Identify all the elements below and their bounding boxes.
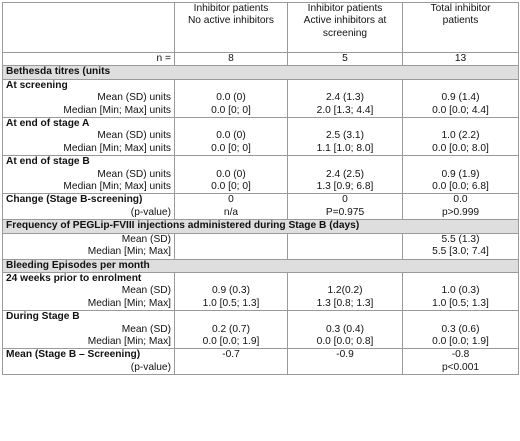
section-frequency: Frequency of PEGLip-FVIII injections administered during Stage B (days) [3, 220, 519, 233]
section-bleeding: Bleeding Episodes per month [3, 259, 519, 272]
header-col3: Total inhibitor patients [403, 3, 519, 53]
header-col1: Inhibitor patients No active inhibitors [175, 3, 288, 53]
header-blank [3, 3, 175, 53]
table-row: During Stage B Mean (SD) Median [Min; Max] 0.2 (0.7) 0.0 [0.0; 1.9] 0.3 (0.4) 0.0 [0.0; 0.8] 0.3 (0.6) 0.0 [0.0; 1.9] [3, 311, 519, 349]
table-row: At end of stage A Mean (SD) units Median [Min; Max] units 0.0 (0) 0.0 [0; 0] 2.5 (3.1) 1.1 [1.0; 8.0] 1.0 (2.2) 0.0 [0.0; 8.0] [3, 118, 519, 156]
header-col2: Inhibitor patients Active inhibitors at screening [288, 3, 403, 53]
section-bethesda: Bethesda titres (units [3, 66, 519, 79]
header-row [3, 3, 519, 53]
results-table [2, 2, 519, 375]
table-row: Change (Stage B-screening) (p-value) 0 n/a 0 P=0.975 0.0 p>0.999 [3, 194, 519, 220]
table-row: At end of stage B Mean (SD) units Median [Min; Max] units 0.0 (0) 0.0 [0; 0] 2.4 (2.5) 1.3 [0.9; 6.8] 0.9 (1.9) 0.0 [0.0; 6.8] [3, 156, 519, 194]
table-row: At screening Mean (SD) units Median [Min; Max] units 0.0 (0) 0.0 [0; 0] 2.4 (1.3) 2.0 [1.3; 4.4] 0.9 (1.4) 0.0 [0.0; 4.4] [3, 79, 519, 117]
table-row: Mean (SD) Median [Min; Max] 5.5 (1.3) 5.5 [3.0; 7.4] [3, 233, 519, 259]
table-row: Mean (Stage B – Screening) (p-value) -0.7 -0.9 -0.8 p<0.001 [3, 349, 519, 375]
n-row: n = 8 5 13 [3, 53, 519, 66]
table-row: 24 weeks prior to enrolment Mean (SD) Median [Min; Max] 0.9 (0.3) 1.0 [0.5; 1.3] 1.2(0.2) 1.3 [0.8; 1.3] 1.0 (0.3) 1.0 [0.5; 1.3] [3, 272, 519, 310]
